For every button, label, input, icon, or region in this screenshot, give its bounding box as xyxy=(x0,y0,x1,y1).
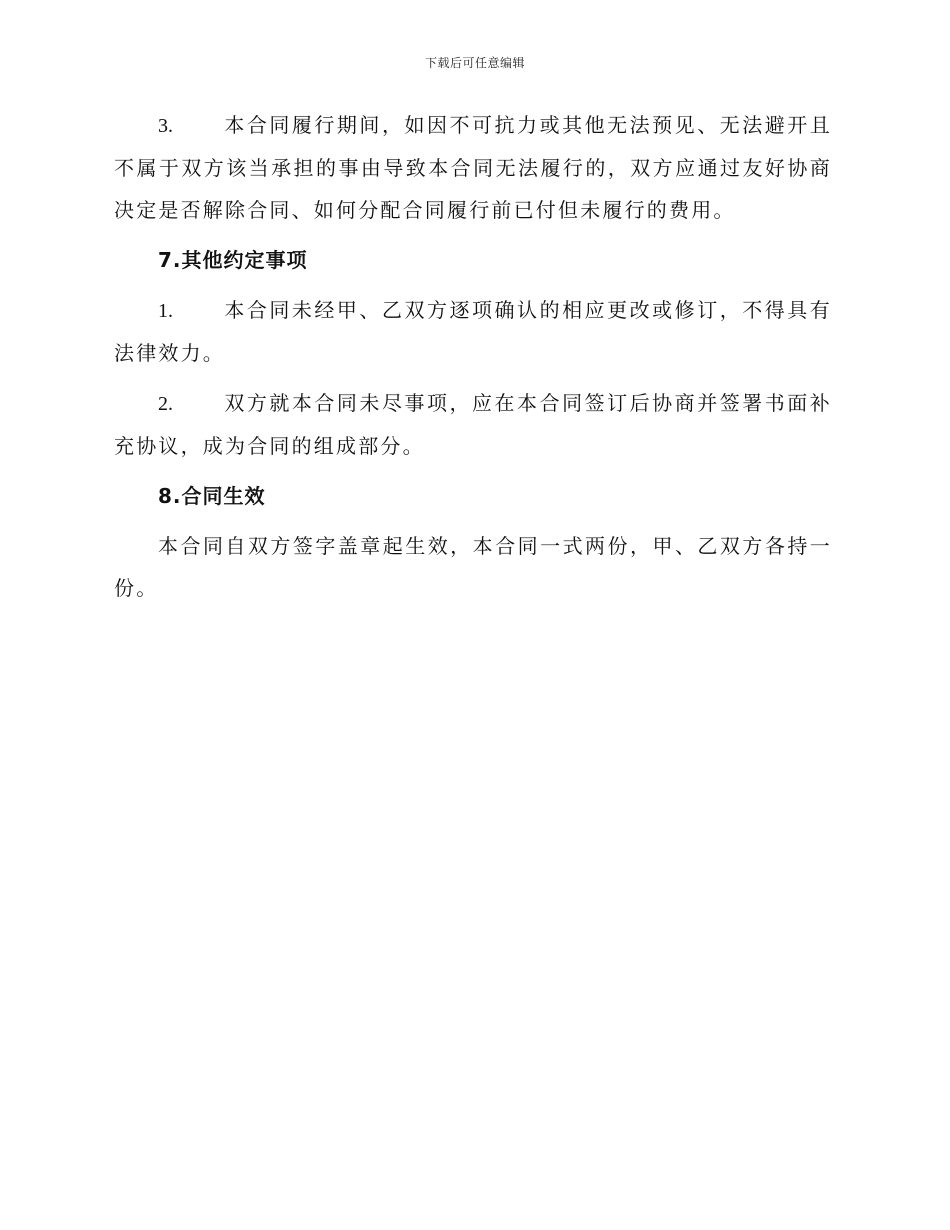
clause-6-3 xyxy=(114,104,832,231)
page-header: 下载后可任意编辑 xyxy=(424,56,525,70)
clause-number: 3. xyxy=(158,115,173,137)
clause-7-1 xyxy=(114,289,832,374)
clause-number: 1. xyxy=(158,300,173,322)
clause-text: 本合同履行期间，如因不可抗力或其他无法预见、无法避开且不属于双方该当承担的事由导致本合同无法履行的，双方应通过友好协商决定是否解除合同、如何分配合同履行前已付但未履行的费用。 xyxy=(114,113,832,222)
section-heading-8: 8.合同生效 xyxy=(158,484,266,508)
clause-text: 本合同未经甲、乙双方逐项确认的相应更改或修订，不得具有法律效力。 xyxy=(114,298,832,365)
document-body xyxy=(114,104,832,617)
clause-7-2 xyxy=(114,382,832,467)
section-8-paragraph: 本合同自双方签字盖章起生效，本合同一式两份，甲、乙双方各持一份。 xyxy=(114,534,832,600)
clause-text: 双方就本合同未尽事项，应在本合同签订后协商并签署书面补充协议，成为合同的组成部分。 xyxy=(114,391,832,458)
section-heading-7: 7.其他约定事项 xyxy=(158,248,308,272)
clause-number: 2. xyxy=(158,393,173,415)
